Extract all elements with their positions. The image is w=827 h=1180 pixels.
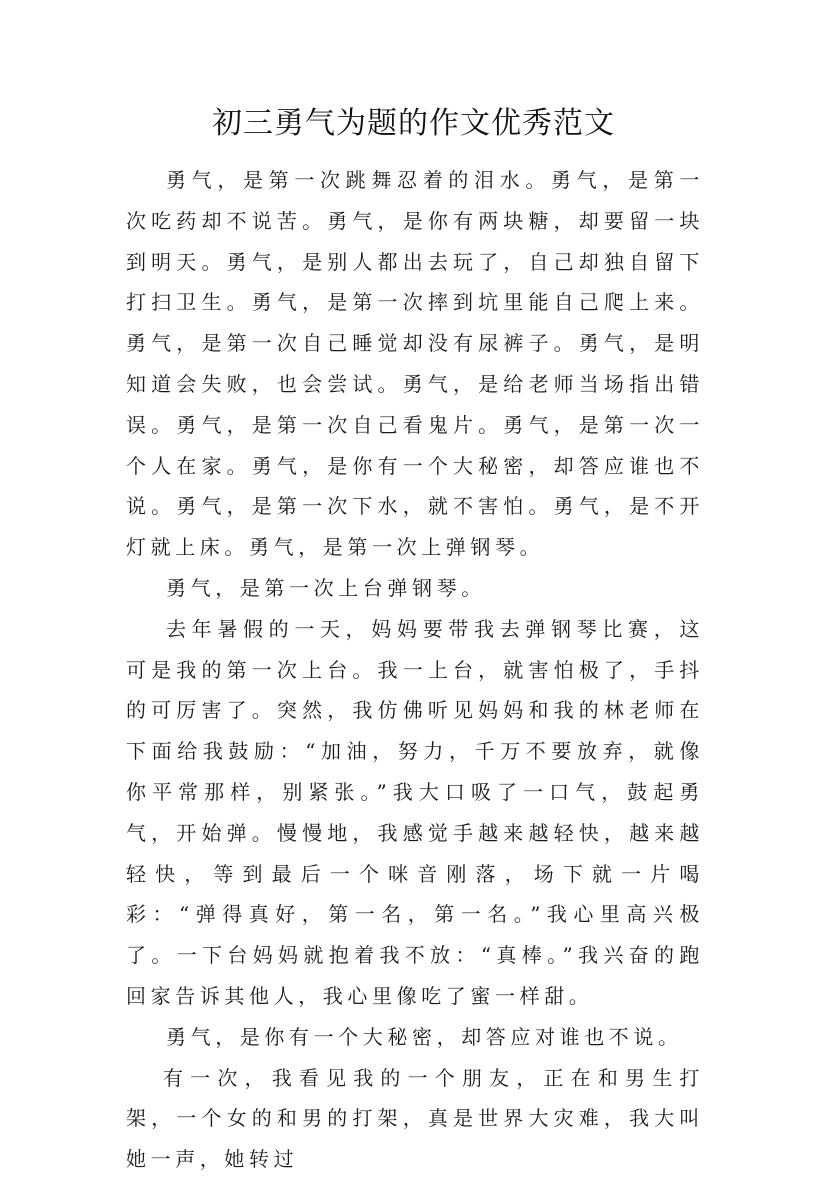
document-body (126, 160, 704, 1180)
paragraph-4: 勇气，是你有一个大秘密，却答应对谁也不说。 (166, 1024, 683, 1049)
document-title: 初三勇气为题的作文优秀范文 (212, 106, 615, 141)
paragraph-3: 去年暑假的一天，妈妈要带我去弹钢琴比赛，这可是我的第一次上台。我一上台，就害怕极了，手抖的可厉害了。突然，我仿佛听见妈妈和我的林老师在下面给我鼓励：“加油，努力，千万不要放弃，就像你平常那样，别紧张。”我大口吸了一口气，鼓起勇气，开始弹。慢慢地，我感觉手越来越轻快，越来越轻快，等到最后一个咪音刚落，场下就一片喝彩：“弹得真好，第一名，第一名。”我心里高兴极了。一下台妈妈就抱着我不放：“真棒。”我兴奋的跑回家告诉其他人，我心里像吃了蜜一样甜。 (126, 616, 704, 1008)
paragraph-2: 勇气，是第一次上台弹钢琴。 (166, 575, 486, 600)
paragraph-1: 勇气，是第一次跳舞忍着的泪水。勇气，是第一次吃药却不说苦。勇气，是你有两块糖，却要留一块到明天。勇气，是别人都出去玩了，自己却独自留下打扫卫生。勇气，是第一次摔到坑里能自己爬上来。勇气，是第一次自己睡觉却没有尿裤子。勇气，是明知道会失败，也会尝试。勇气，是给老师当场指出错误。勇气，是第一次自己看鬼片。勇气，是第一次一个人在家。勇气，是你有一个大秘密，却答应谁也不说。勇气，是第一次下水，就不害怕。勇气，是不开灯就上床。勇气，是第一次上弹钢琴。 (126, 168, 704, 560)
paragraph-5: 有一次，我看见我的一个朋友，正在和男生打架，一个女的和男的打架，真是世界大灾难，我大叫她一声，她转过 (126, 1065, 704, 1172)
